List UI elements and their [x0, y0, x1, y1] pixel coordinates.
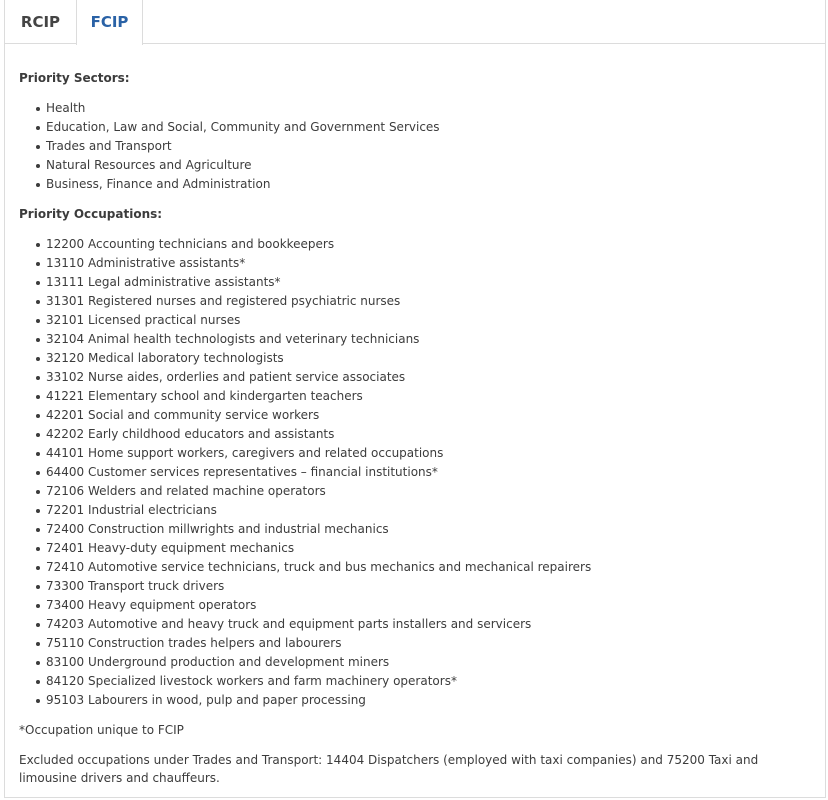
- tab-rcip[interactable]: RCIP: [20, 13, 61, 31]
- occupation-item: 75110 Construction trades helpers and labourers: [19, 634, 809, 653]
- occupation-item: 32120 Medical laboratory technologists: [19, 349, 809, 368]
- tab-container: [4, 0, 826, 798]
- occupation-item: 13110 Administrative assistants*: [19, 254, 809, 273]
- sector-item: Trades and Transport: [19, 137, 809, 156]
- occupation-item: 64400 Customer services representatives – financial institutions*: [19, 463, 809, 482]
- occupation-item: 72106 Welders and related machine operators: [19, 482, 809, 501]
- occupation-item: 83100 Underground production and development miners: [19, 653, 809, 672]
- priority-occupations-list: [19, 235, 809, 710]
- occupation-item: 33102 Nurse aides, orderlies and patient service associates: [19, 368, 809, 387]
- occupation-item: 72400 Construction millwrights and industrial mechanics: [19, 520, 809, 539]
- occupation-item: 42202 Early childhood educators and assistants: [19, 425, 809, 444]
- occupation-item: 72401 Heavy-duty equipment mechanics: [19, 539, 809, 558]
- occupation-item: 31301 Registered nurses and registered psychiatric nurses: [19, 292, 809, 311]
- occupation-item: 12200 Accounting technicians and bookkeepers: [19, 235, 809, 254]
- priority-occupations-heading: Priority Occupations:: [19, 207, 163, 221]
- occupation-item: 95103 Labourers in wood, pulp and paper processing: [19, 691, 809, 710]
- occupation-item: 73400 Heavy equipment operators: [19, 596, 809, 615]
- sector-item: Health: [19, 99, 809, 118]
- priority-sectors-list: [19, 99, 809, 194]
- tab-bar: [5, 0, 825, 44]
- occupation-item: 41221 Elementary school and kindergarten teachers: [19, 387, 809, 406]
- occupation-item: 32101 Licensed practical nurses: [19, 311, 809, 330]
- occupation-item: 42201 Social and community service workers: [19, 406, 809, 425]
- occupation-item: 13111 Legal administrative assistants*: [19, 273, 809, 292]
- sector-item: Education, Law and Social, Community and Government Services: [19, 118, 809, 137]
- occupation-item: 72201 Industrial electricians: [19, 501, 809, 520]
- priority-sectors-heading: Priority Sectors:: [19, 71, 130, 85]
- tab-fcip[interactable]: FCIP: [76, 0, 143, 45]
- occupation-item: 44101 Home support workers, caregivers and related occupations: [19, 444, 809, 463]
- fcip-tab-panel: [19, 69, 809, 799]
- occupation-item: 73300 Transport truck drivers: [19, 577, 809, 596]
- occupation-item: 84120 Specialized livestock workers and farm machinery operators*: [19, 672, 809, 691]
- occupation-item: 72410 Automotive service technicians, truck and bus mechanics and mechanical repairers: [19, 558, 809, 577]
- sector-item: Natural Resources and Agriculture: [19, 156, 809, 175]
- fcip-unique-note: *Occupation unique to FCIP: [19, 723, 184, 737]
- occupation-item: 74203 Automotive and heavy truck and equipment parts installers and servicers: [19, 615, 809, 634]
- excluded-occupations-note: Excluded occupations under Trades and Transport: 14404 Dispatchers (employed with taxi companies) and 75200 Taxi and limousine drivers and chauffeurs.: [19, 753, 759, 785]
- sector-item: Business, Finance and Administration: [19, 175, 809, 194]
- occupation-item: 32104 Animal health technologists and veterinary technicians: [19, 330, 809, 349]
